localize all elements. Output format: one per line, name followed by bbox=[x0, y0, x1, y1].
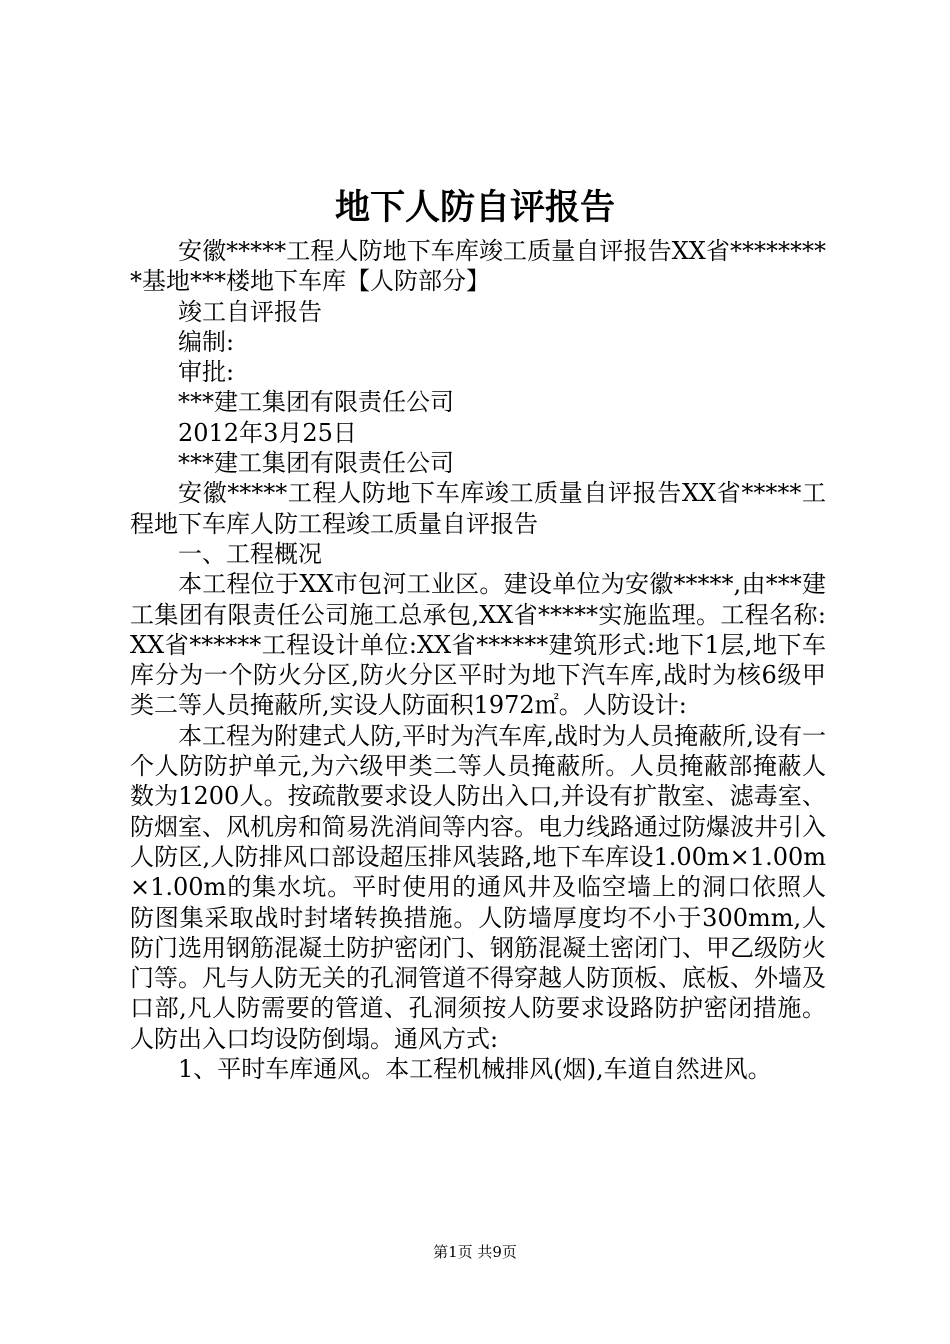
paragraph-company-2: ***建工集团有限责任公司 bbox=[178, 449, 454, 478]
paragraph-report-heading: 安徽*****工程人防地下车库竣工质量自评报告XX省*****工程地下车库人防工程竣工质量自评报告 bbox=[130, 479, 826, 538]
paragraph-date: 2012年3月25日 bbox=[178, 418, 357, 447]
paragraph-report-name: 竣工自评报告 bbox=[178, 297, 322, 326]
paragraph-civil-defense-design: 本工程为附建式人防,平时为汽车库,战时为人员掩蔽所,设有一个人防防护单元,为六级甲类二等人员掩蔽所。人员掩蔽部掩蔽人数为1200人。按疏散要求设人防出入口,并设有扩散室、滤毒室、防烟室、风机房和简易洗消间等内容。电力线路通过防爆波井引入人防区,人防排风口部设超压排风装路,地下车库设1.00m×1.00m×1.00m的集水坑。平时使用的通风井及临空墙上的洞口依照人防图集采取战时封堵转换措施。人防墙厚度均不小于300mm,人防门选用钢筋混凝土防护密闭门、钢筋混凝土密闭门、甲乙级防火门等。凡与人防无关的孔洞管道不得穿越人防顶板、底板、外墙及口部,凡人防需要的管道、孔洞须按人防要求设路防护密闭措施。人防出入口均设防倒塌。通风方式: bbox=[130, 721, 826, 1053]
section-heading-overview: 一、工程概况 bbox=[178, 539, 322, 568]
document-title: 地下人防自评报告 bbox=[334, 188, 615, 228]
paragraph-company: ***建工集团有限责任公司 bbox=[178, 388, 454, 417]
page-number: 第1页 共9页 bbox=[433, 1243, 517, 1261]
document-body bbox=[130, 236, 826, 1084]
paragraph-compiled-by: 编制: bbox=[178, 327, 235, 356]
paragraph-intro: 安徽*****工程人防地下车库竣工质量自评报告XX省*********基地***楼地下车库【人防部分】 bbox=[130, 237, 826, 296]
paragraph-ventilation-1: 1、平时车库通风。本工程机械排风(烟),车道自然进风。 bbox=[178, 1055, 772, 1084]
paragraph-approved-by: 审批: bbox=[178, 358, 235, 387]
paragraph-overview: 本工程位于XX市包河工业区。建设单位为安徽*****,由***建工集团有限责任公司施工总承包,XX省*****实施监理。工程名称:XX省******工程设计单位:XX省******建筑形式:地下1层,地下车库分为一个防火分区,防火分区平时为地下汽车库,战时为核6级甲类二等人员掩蔽所,实设人防面积1972㎡。人防设计: bbox=[130, 570, 826, 720]
